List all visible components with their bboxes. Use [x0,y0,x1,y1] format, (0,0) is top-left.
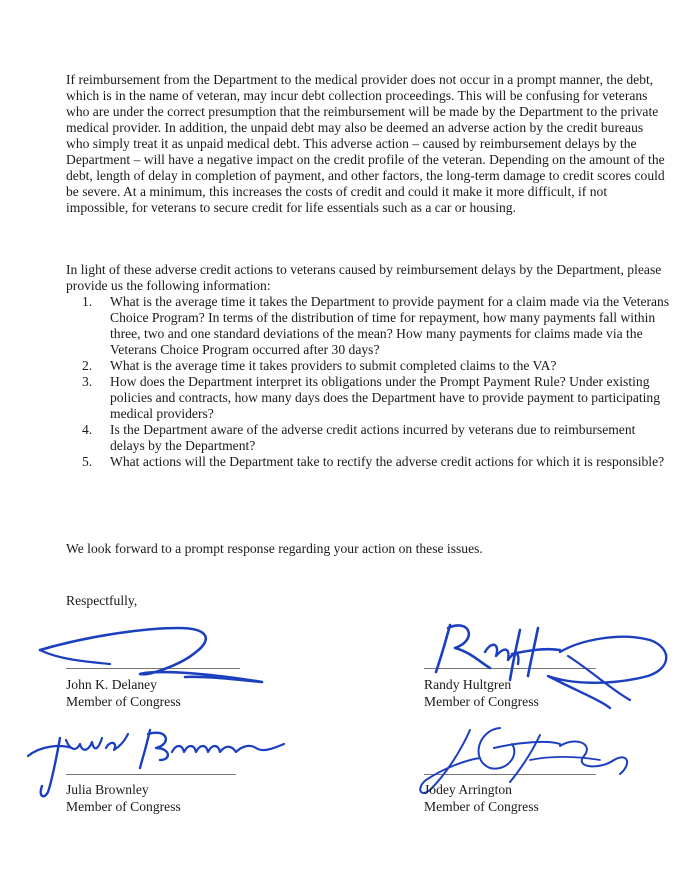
list-text: What is the average time it takes providers to submit completed claims to the VA? [110,358,557,373]
signatory-title: Member of Congress [424,694,539,709]
list-text: What is the average time it takes the Department to provide payment for a claim made via the Veterans Choice Program? In terms of the distribution of time for repayment, how many payments fall within three, two and one standard deviations of the mean? How many payments for claims made via the Veterans Choice Program occurred after 30 days? [110,294,670,357]
body-paragraph-credit-impact: If reimbursement from the Department to the medical provider does not occur in a prompt manner, the debt, which is in the name of veteran, may incur debt collection proceedings. This will be confusing for veterans who are under the correct presumption that the reimbursement will be made by the Department to the private medical provider. In addition, the unpaid debt may also be deemed an adverse action by the credit bureaus who simply treat it as unpaid medical debt. This adverse action – caused by reimbursement delays by the Department – will have a negative impact on the credit profile of the veteran. Depending on the amount of the debt, length of delay in completion of payment, and other factors, the long-term damage to credit scores could be severe. At a minimum, this increases the costs of credit and could it make it more difficult, if not impossible, for veterans to secure credit for life essentials such as a car or housing. [66,72,665,215]
signatory-name: Randy Hultgren [424,677,512,692]
list-number: 2. [82,358,93,373]
list-text: How does the Department interpret its obligations under the Prompt Payment Rule? Under existing policies and contracts, how many days does the Department have to provide payment to participating medical providers? [110,374,661,421]
list-number: 4. [82,422,93,437]
signatory-title: Member of Congress [424,799,539,814]
body-paragraph-request: In light of these adverse credit actions to veterans caused by reimbursement delays by the Department, please provide us the following information: [66,262,662,293]
signatory-title: Member of Congress [66,694,181,709]
sign-off: Respectfully, [66,593,138,608]
list-number: 3. [82,374,93,389]
list-text: Is the Department aware of the adverse credit actions incurred by veterans due to reimbursement delays by the Department? [110,422,636,453]
list-text: What actions will the Department take to rectify the adverse credit actions for which it is responsible? [110,454,665,469]
signatory-name: Jodey Arrington [424,782,512,797]
list-number: 1. [82,294,93,309]
list-number: 5. [82,454,93,469]
signatory-title: Member of Congress [66,799,181,814]
signatory-name: Julia Brownley [66,782,149,797]
signatory-name: John K. Delaney [66,677,157,692]
closing-sentence: We look forward to a prompt response regarding your action on these issues. [66,541,483,556]
